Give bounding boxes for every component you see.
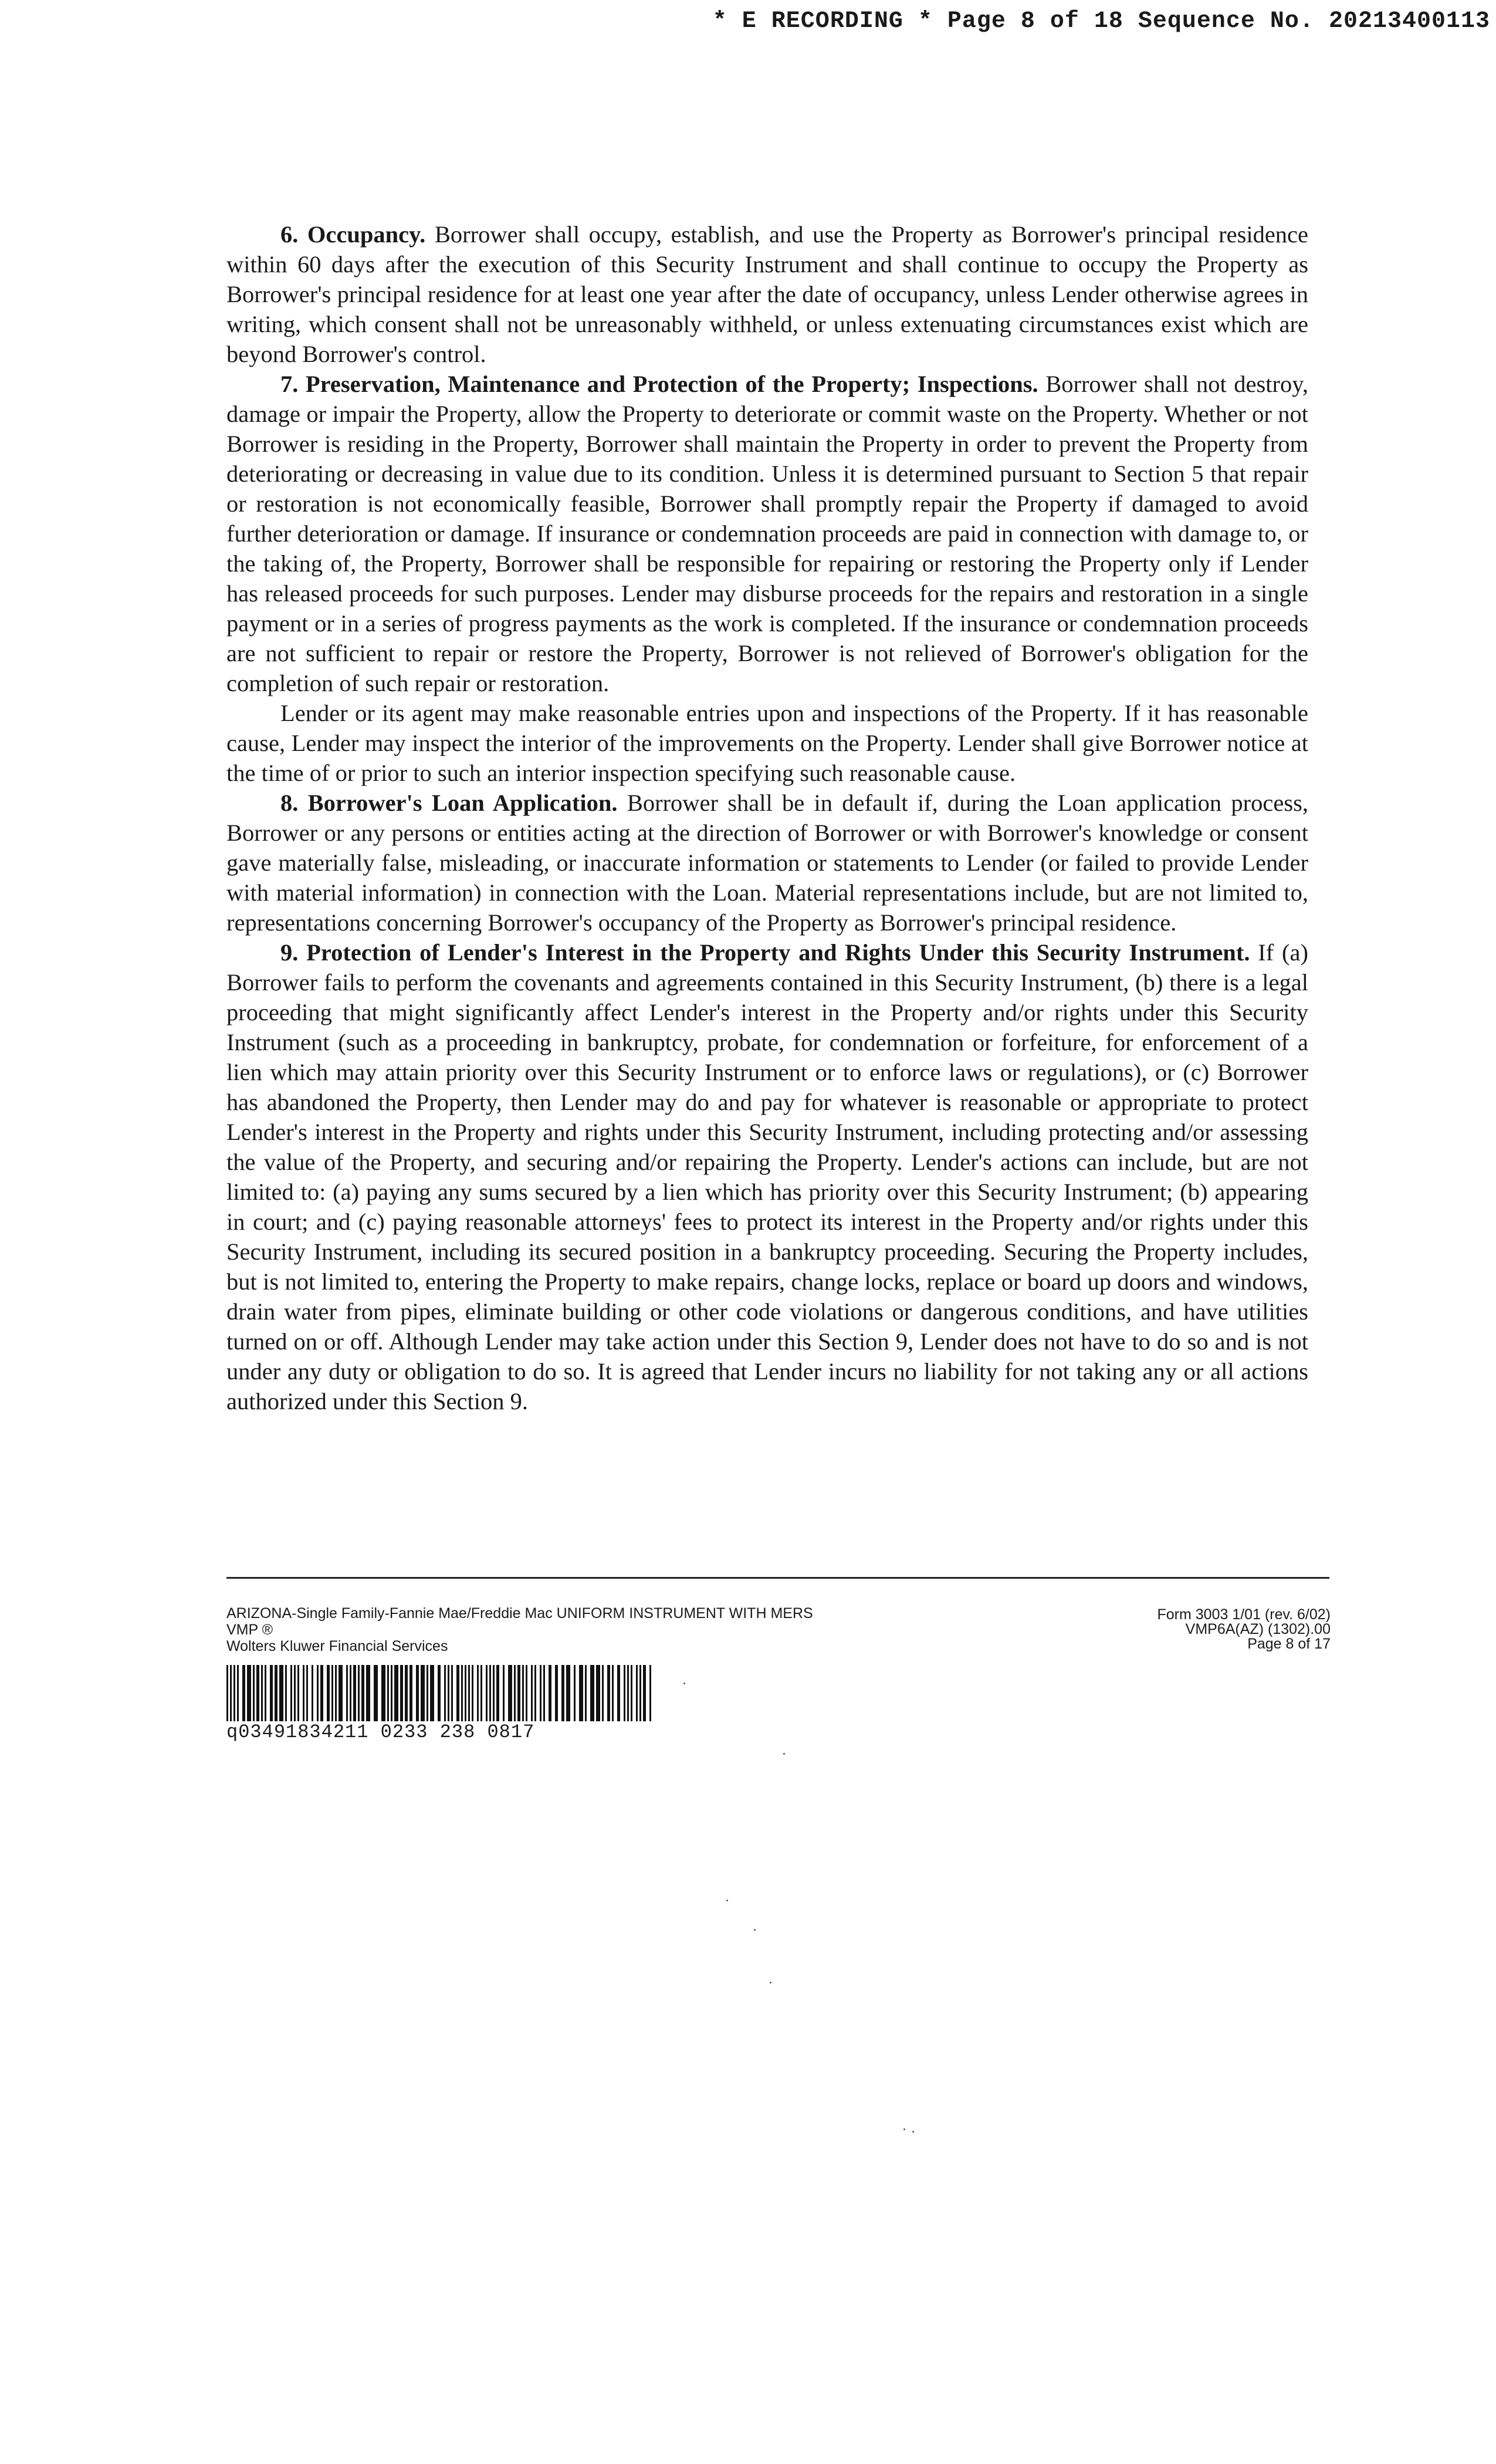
section-6 [226,219,1308,369]
page-label: Page 8 of 17 [1247,1636,1331,1652]
section-7-heading: 7. Preservation, Maintenance and Protection of the Property; Inspections. [280,371,1038,397]
publisher-label: Wolters Kluwer Financial Services [226,1638,448,1654]
scan-speck [754,1929,756,1931]
section-9 [226,937,1308,1416]
form-number: Form 3003 1/01 (rev. 6/02) [1157,1606,1331,1623]
section-8-heading: 8. Borrower's Loan Application. [280,790,618,816]
barcode-icon [226,1665,655,1721]
scan-speck [903,2128,905,2130]
section-6-heading: 6. Occupancy. [280,221,426,248]
section-7-paragraph-2 [226,698,1308,788]
vmp-label: VMP ® [226,1622,273,1638]
section-6-text: Borrower shall occupy, establish, and use the Property as Borrower's principal residence within 60 days after the execution of this Security Instrument and shall continue to occupy the Property as Borrower's principal residence for at least one year after the date of occupancy, unless Lender otherwise agrees in writing, which consent shall not be unreasonably withheld, or unless extenuating circumstances exist which are beyond Borrower's control. [226,221,1309,367]
form-code: VMP6A(AZ) (1302).00 [1185,1621,1331,1637]
form-title: ARIZONA-Single Family-Fannie Mae/Freddie Mac UNIFORM INSTRUMENT WITH MERS [226,1605,813,1622]
scan-speck [783,1753,785,1755]
scan-speck [770,1982,771,1984]
section-7-text-2: Lender or its agent may make reasonable entries upon and inspections of the Property. If it has reasonable cause, Lender may inspect the interior of the improvements on the Property. Lender shall give Borrower notice at the time of or prior to such an interior inspection specifying such reasonable cause. [226,700,1308,786]
barcode-number: q03491834211 0233 238 0817 [226,1721,535,1743]
section-9-text: If (a) Borrower fails to perform the covenants and agreements contained in this Security Instrument, (b) there is a legal proceeding that might significantly affect Lender's interest in the Property and/or rights under this Security Instrument (such as a proceeding in bankruptcy, probate, for condemnation or forfeiture, for enforcement of a lien which may attain priority over this Security Instrument or to enforce laws or regulations), or (c) Borrower has abandoned the Property, then Lender may do and pay for whatever is reasonable or appropriate to protect Lender's interest in the Property and rights under this Security Instrument, including protecting and/or assessing the value of the Property, and securing and/or repairing the Property. Lender's actions can include, but are not limited to: (a) paying any sums secured by a lien which has priority over this Security Instrument; (b) appearing in court; and (c) paying reasonable attorneys' fees to protect its interest in the Property and/or rights under this Security Instrument, including its secured position in a bankruptcy proceeding. Securing the Property includes, but is not limited to, entering the Property to make repairs, change locks, replace or board up doors and windows, drain water from pipes, eliminate building or other code violations or dangerous conditions, and have utilities turned on or off. Although Lender may take action under this Section 9, Lender does not have to do so and is not under any duty or obligation to do so. It is agreed that Lender incurs no liability for not taking any or all actions authorized under this Section 9. [226,939,1308,1414]
section-8 [226,788,1308,937]
document-body [226,219,1308,1416]
footer-form-number [979,1607,1331,1651]
section-9-heading: 9. Protection of Lender's Interest in the Property and Rights Under this Security Instrument. [280,939,1250,966]
scan-speck [726,1900,728,1901]
footer-divider [226,1577,1329,1579]
section-7 [226,369,1308,698]
scan-speck [912,2131,914,2133]
footer-form-info [226,1605,930,1654]
section-7-text: Borrower shall not destroy, damage or impair the Property, allow the Property to deteriorate or commit waste on the Property. Whether or not Borrower is residing in the Property, Borrower shall maintain the Property in order to prevent the Property from deteriorating or decreasing in value due to its condition. Unless it is determined pursuant to Section 5 that repair or restoration is not economically feasible, Borrower shall promptly repair the Property if damaged to avoid further deterioration or damage. If insurance or condemnation proceeds are paid in connection with damage to, or the taking of, the Property, Borrower shall be responsible for repairing or restoring the Property only if Lender has released proceeds for such purposes. Lender may disburse proceeds for the repairs and restoration in a single payment or in a series of progress payments as the work is completed. If the insurance or condemnation proceeds are not sufficient to repair or restore the Property, Borrower is not relieved of Borrower's obligation for the completion of such repair or restoration. [226,371,1309,696]
recording-header: * E RECORDING * Page 8 of 18 Sequence No. 20213400113 [712,8,1490,35]
scan-speck [683,1683,685,1684]
section-8-text: Borrower shall be in default if, during the Loan application process, Borrower or any persons or entities acting at the direction of Borrower or with Borrower's knowledge or consent gave materially false, misleading, or inaccurate information or statements to Lender (or failed to provide Lender with material information) in connection with the Loan. Material representations include, but are not limited to, representations concerning Borrower's occupancy of the Property as Borrower's principal residence. [226,790,1309,936]
